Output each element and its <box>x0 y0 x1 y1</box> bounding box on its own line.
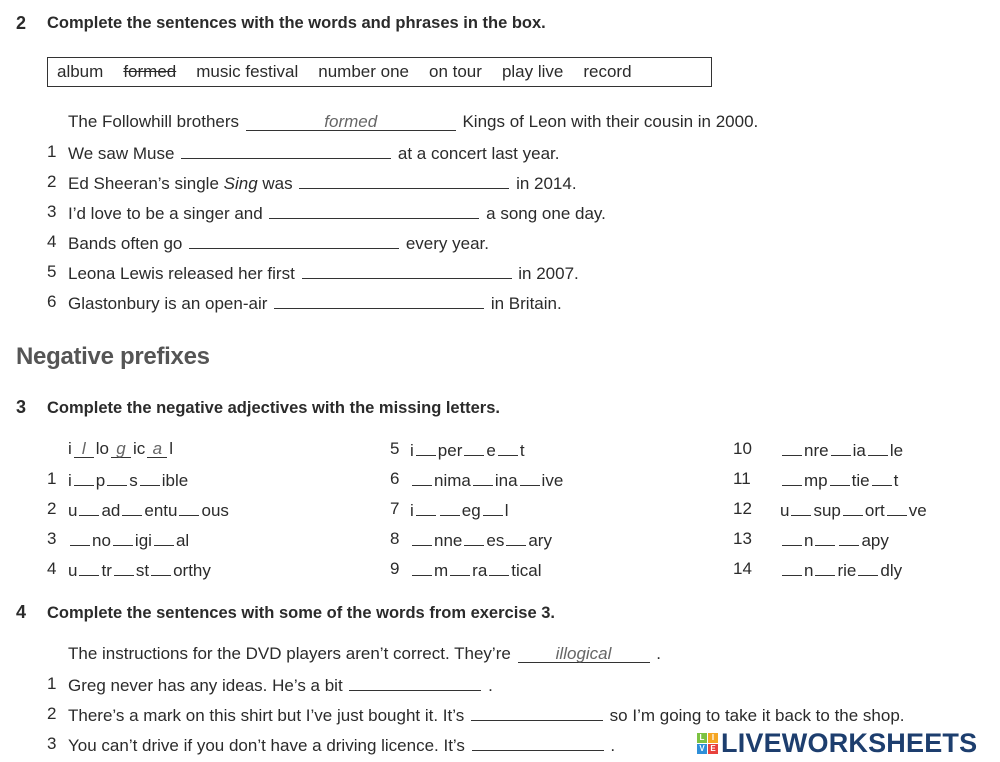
answer-blank[interactable] <box>412 529 432 546</box>
exercise-line <box>410 439 525 461</box>
answer-blank[interactable] <box>831 439 851 456</box>
answer-blank[interactable] <box>815 559 835 576</box>
sentence-text: st <box>135 561 150 580</box>
sentence-text: i <box>410 441 414 460</box>
item-number: 2 <box>47 499 57 518</box>
exercise-line <box>68 469 188 491</box>
answer-blank[interactable] <box>489 559 509 576</box>
sentence-text: ort <box>864 501 885 520</box>
answer-blank[interactable] <box>791 499 811 516</box>
sentence-text: tr <box>101 561 112 580</box>
sentence-text: nne <box>434 531 463 550</box>
sentence-text: Sing <box>223 174 258 193</box>
item-number: 12 <box>733 499 752 518</box>
answer-blank[interactable] <box>274 292 484 309</box>
answer-blank[interactable] <box>113 529 133 546</box>
exercise-line <box>68 559 211 581</box>
answer-blank[interactable] <box>412 559 432 576</box>
exercise-line <box>68 704 905 726</box>
answer-blank[interactable] <box>189 232 399 249</box>
answer-blank[interactable] <box>269 202 479 219</box>
sentence-text: l <box>169 439 174 458</box>
exercise-line <box>780 559 902 581</box>
answer-blank[interactable] <box>782 469 802 486</box>
sentence-text: l <box>504 501 509 520</box>
answer-blank[interactable]: l <box>74 441 94 458</box>
logo-text: LIVEWORKSHEETS <box>721 728 978 758</box>
sentence-text: n <box>804 531 814 550</box>
sentence-text: I’d love to be a singer and <box>68 204 268 223</box>
sentence-text: in 2014. <box>511 174 577 193</box>
exercise-line <box>410 469 563 491</box>
item-number: 8 <box>390 529 400 548</box>
exercise-line <box>68 499 229 521</box>
sentence-text: per <box>437 441 463 460</box>
sentence-text: at a concert last year. <box>393 144 560 163</box>
sentence-text: no <box>92 531 111 550</box>
exercise-line <box>68 202 606 224</box>
answer-blank[interactable] <box>114 559 134 576</box>
item-number: 3 <box>47 734 57 753</box>
sentence-text: nre <box>804 441 829 460</box>
sentence-text: igi <box>134 531 152 550</box>
sentence-text: ive <box>541 471 564 490</box>
answer-blank[interactable] <box>79 499 99 516</box>
answer-blank[interactable] <box>872 469 892 486</box>
item-number: 5 <box>390 439 400 458</box>
logo-badge-letter: L <box>697 733 707 743</box>
answer-blank[interactable] <box>416 499 436 516</box>
sentence-text: u <box>780 501 790 520</box>
item-number: 6 <box>47 292 57 311</box>
sentence-text: i <box>410 501 414 520</box>
sentence-text: so I’m going to take it back to the shop. <box>604 706 905 725</box>
sentence-text: t <box>519 441 525 460</box>
exercise-2-number: 2 <box>16 13 27 33</box>
sentence-text: tie <box>851 471 870 490</box>
sentence-text: . <box>605 736 616 755</box>
sentence-text: Ed Sheeran’s single <box>68 174 224 193</box>
answer-blank[interactable] <box>181 142 391 159</box>
exercise-line <box>68 142 559 164</box>
answer-blank[interactable] <box>782 529 802 546</box>
exercise-line <box>68 644 661 664</box>
answer-blank[interactable] <box>140 469 160 486</box>
answer-blank[interactable] <box>302 262 512 279</box>
item-number: 5 <box>47 262 57 281</box>
answer-blank[interactable] <box>887 499 907 516</box>
sentence-text: entu <box>144 501 178 520</box>
answer-blank[interactable] <box>472 734 604 751</box>
sentence-text: i <box>68 439 72 458</box>
answer-blank[interactable] <box>782 559 802 576</box>
exercise-line <box>68 232 489 254</box>
sentence-text: sup <box>813 501 841 520</box>
exercise-line <box>410 559 542 581</box>
exercise-2-instruction: Complete the sentences with the words and phrases in the box. <box>47 14 546 32</box>
sentence-text: mp <box>804 471 828 490</box>
sentence-text: ible <box>161 471 189 490</box>
box-word: play live <box>501 62 564 81</box>
sentence-text: eg <box>461 501 481 520</box>
exercise-line <box>68 172 577 194</box>
answer-blank[interactable] <box>151 559 171 576</box>
answer-blank[interactable] <box>498 439 518 456</box>
sentence-text: a song one day. <box>481 204 606 223</box>
answer-blank[interactable] <box>74 469 94 486</box>
box-word: record <box>583 62 632 81</box>
sentence-text: ia <box>852 441 866 460</box>
logo-badge-letter: E <box>708 744 718 754</box>
answer-blank[interactable] <box>483 499 503 516</box>
item-number: 6 <box>390 469 400 488</box>
sentence-text: in Britain. <box>486 294 562 313</box>
sentence-text: Leona Lewis released her first <box>68 264 300 283</box>
exercise-line <box>780 529 889 551</box>
sentence-text: s <box>129 471 138 490</box>
sentence-text: Kings of Leon with their cousin in 2000. <box>457 112 759 131</box>
exercise-line <box>410 499 508 521</box>
item-number: 4 <box>47 232 57 251</box>
answer-blank[interactable] <box>858 559 878 576</box>
item-number: 10 <box>733 439 752 458</box>
answer-blank[interactable] <box>830 469 850 486</box>
sentence-text: The instructions for the DVD players aren’t correct. They’re <box>68 644 516 663</box>
exercise-line <box>68 112 758 132</box>
item-number: 1 <box>47 674 57 693</box>
sentence-text: m <box>434 561 449 580</box>
live-badge-icon <box>697 733 718 754</box>
answer-blank[interactable] <box>79 559 99 576</box>
answer-blank[interactable] <box>839 529 859 546</box>
answer-blank[interactable] <box>843 499 863 516</box>
item-number: 1 <box>47 469 57 488</box>
sentence-text: The Followhill brothers <box>68 112 244 131</box>
item-number: 2 <box>47 704 57 723</box>
sentence-text: every year. <box>401 234 489 253</box>
answer-blank[interactable] <box>107 469 127 486</box>
answer-blank[interactable] <box>179 499 199 516</box>
exercise-line <box>68 262 579 284</box>
exercise-3-number: 3 <box>16 397 27 417</box>
exercise-line <box>780 499 927 521</box>
exercise-4-number: 4 <box>16 602 27 622</box>
answer-blank[interactable]: g <box>111 441 131 458</box>
answer-blank[interactable] <box>450 559 470 576</box>
answer-blank[interactable] <box>471 704 603 721</box>
answer-blank[interactable]: a <box>147 441 167 458</box>
sentence-text: es <box>486 531 505 550</box>
item-number: 1 <box>47 142 57 161</box>
box-word: formed <box>123 62 177 81</box>
sentence-text: e <box>486 441 496 460</box>
item-number: 13 <box>733 529 752 548</box>
item-number: 11 <box>733 469 751 488</box>
exercise-line <box>68 439 173 459</box>
exercise-line <box>410 529 552 551</box>
sentence-text: Greg never has any ideas. He’s a bit <box>68 676 348 695</box>
answer-blank[interactable] <box>506 529 526 546</box>
logo-badge-letter: I <box>708 733 718 743</box>
exercise-line <box>68 734 615 756</box>
answer-blank[interactable] <box>440 499 460 516</box>
sentence-text: in 2007. <box>513 264 579 283</box>
answer-blank[interactable] <box>782 439 802 456</box>
sentence-text: Bands often go <box>68 234 188 253</box>
box-word: music festival <box>196 62 299 81</box>
exercise-line <box>68 529 189 551</box>
sentence-text: u <box>68 561 78 580</box>
sentence-text: u <box>68 501 78 520</box>
sentence-text: You can’t drive if you don’t have a driving licence. It’s <box>68 736 470 755</box>
sentence-text: ary <box>528 531 552 550</box>
sentence-text: p <box>95 471 106 490</box>
exercise-line <box>780 469 898 491</box>
sentence-text: orthy <box>173 561 211 580</box>
answer-blank[interactable] <box>122 499 142 516</box>
item-number: 2 <box>47 172 57 191</box>
answer-blank[interactable] <box>815 529 835 546</box>
item-number: 3 <box>47 529 57 548</box>
exercise-4-instruction: Complete the sentences with some of the words from exercise 3. <box>47 604 555 622</box>
answer-blank[interactable] <box>299 172 509 189</box>
word-box <box>47 57 712 87</box>
exercise-line <box>68 674 493 696</box>
item-number: 9 <box>390 559 400 578</box>
sentence-text: lo <box>95 439 110 458</box>
answer-blank[interactable] <box>464 529 484 546</box>
exercise-3-instruction: Complete the negative adjectives with the missing letters. <box>47 399 500 417</box>
item-number: 7 <box>390 499 400 518</box>
answer-blank[interactable] <box>70 529 90 546</box>
sentence-text: There’s a mark on this shirt but I’ve just bought it. It’s <box>68 706 469 725</box>
answer-blank[interactable]: illogical <box>518 646 650 663</box>
exercise-line <box>780 439 903 461</box>
answer-blank[interactable] <box>868 439 888 456</box>
sentence-text: was <box>257 174 298 193</box>
sentence-text: Glastonbury is an open-air <box>68 294 273 313</box>
exercise-line <box>68 292 562 314</box>
liveworksheets-logo <box>697 728 977 759</box>
item-number: 3 <box>47 202 57 221</box>
box-word: number one <box>318 62 409 81</box>
sentence-text: n <box>804 561 814 580</box>
answer-blank[interactable] <box>349 674 481 691</box>
answer-blank[interactable] <box>412 469 432 486</box>
sentence-text: apy <box>861 531 889 550</box>
sentence-text: ous <box>201 501 229 520</box>
answer-blank[interactable] <box>416 439 436 456</box>
sentence-text: ina <box>494 471 518 490</box>
box-word: album <box>57 62 104 81</box>
sentence-text: al <box>175 531 190 550</box>
sentence-text: We saw Muse <box>68 144 180 163</box>
sentence-text: ve <box>908 501 927 520</box>
sentence-text: nima <box>434 471 471 490</box>
sentence-text: t <box>893 471 899 490</box>
answer-blank[interactable] <box>464 439 484 456</box>
sentence-text: rie <box>837 561 857 580</box>
sentence-text: dly <box>880 561 903 580</box>
sentence-text: le <box>889 441 904 460</box>
answer-blank[interactable] <box>154 529 174 546</box>
sentence-text: ad <box>101 501 121 520</box>
box-word: on tour <box>429 62 482 81</box>
section-title: Negative prefixes <box>16 343 210 370</box>
sentence-text: ra <box>472 561 488 580</box>
answer-blank[interactable] <box>520 469 540 486</box>
sentence-text: tical <box>511 561 542 580</box>
sentence-text: . <box>483 676 493 695</box>
item-number: 4 <box>47 559 57 578</box>
sentence-text: . <box>651 644 661 663</box>
item-number: 14 <box>733 559 752 578</box>
sentence-text: ic <box>133 439 146 458</box>
answer-blank[interactable] <box>473 469 493 486</box>
answer-blank[interactable]: formed <box>246 114 456 131</box>
sentence-text: i <box>68 471 72 490</box>
logo-badge-letter: V <box>697 744 707 754</box>
